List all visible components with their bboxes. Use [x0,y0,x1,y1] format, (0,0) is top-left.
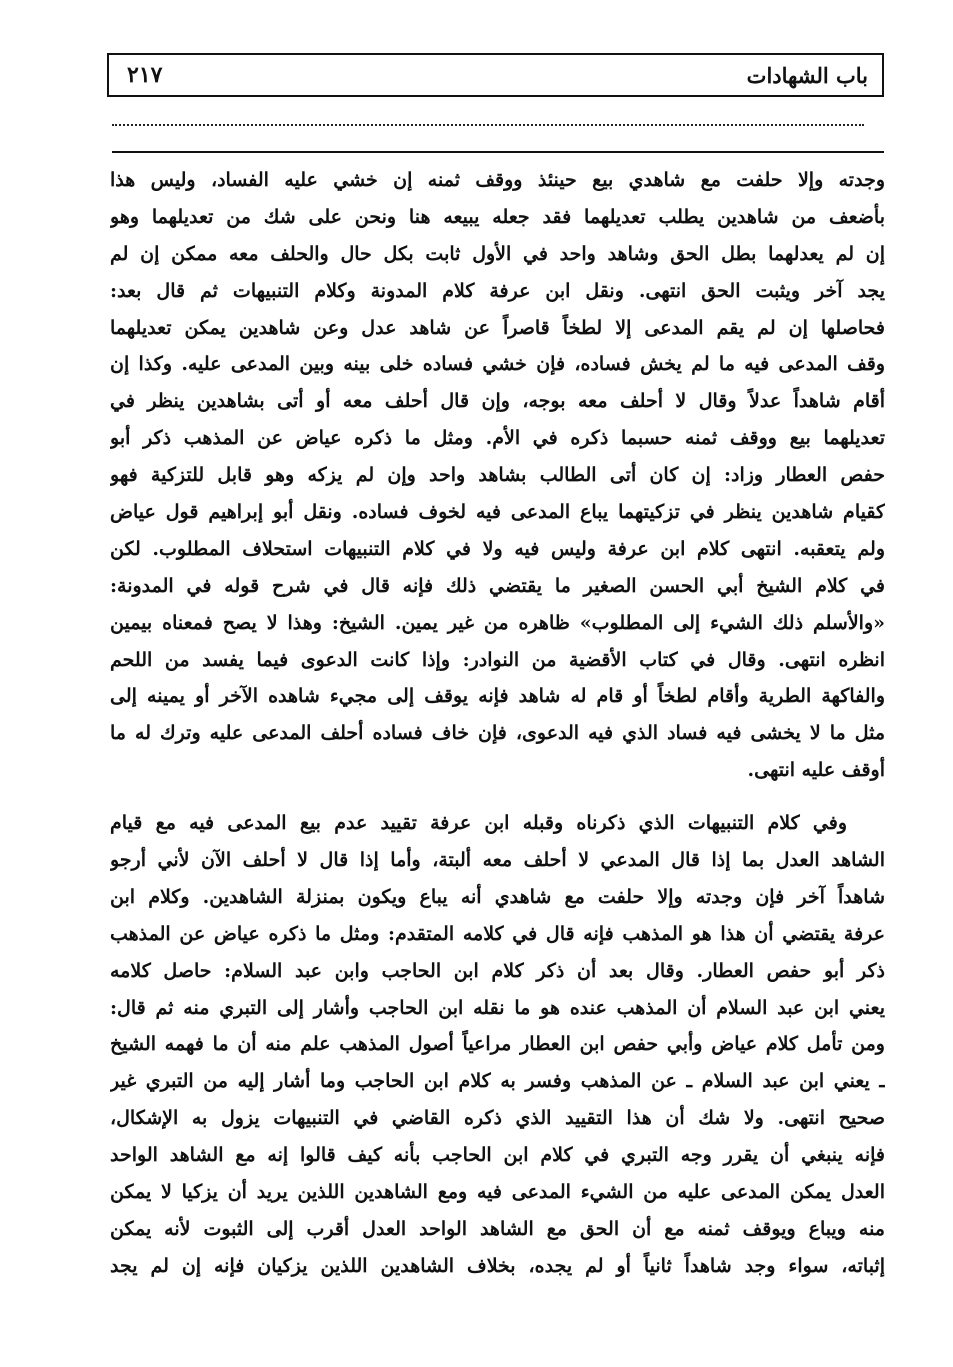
text-line: ولم يتعقبه. انتهى كلام ابن عرفة وليس فيه ولا في كلام التنبيهات استحلاف المطلوب. لكن [110,537,885,560]
chapter-title: باب الشهادات [746,63,868,88]
text-line: يعني ابن عبد السلام أن المذهب عنده هو ما نقله ابن الحاجب وأشار إلى التبري منه ثم قال: [110,996,885,1019]
text-line: ذكر أبو حفص العطار. وقال بعد أن ذكر كلام ابن الحاجب وابن عبد السلام: حاصل كلامه [110,959,885,982]
text-line: إثباته، سواء وجد شاهداً ثانياً أو لم يجده، بخلاف الشاهدين اللذين يزكيان فإنه إن لم يجد [110,1254,885,1277]
page-number: ٢١٧ [127,62,163,88]
text-line: ومن تأمل كلام عياض وأبي حفص ابن العطار مراعياً أصول المذهب علم منه أن ما فهمه الشيخ [110,1033,885,1056]
text-line: إن لم يعدلهما بطل الحق وشاهد واحد في الأول ثابت بكل حال والحلف معه ممكن إن لم [110,242,885,265]
page-body [110,162,885,1285]
text-line: صحيح انتهى. ولا شك أن هذا التقييد الذي ذكره القاضي في التنبيهات يزول به الإشكال، [110,1107,885,1130]
text-line: فحاصلها إن لم يقم المدعى إلا لطخاً قاصراً عن شاهد عدل وعن شاهدين يمكن تعديلهما [110,316,885,339]
text-line: أقام شاهداً عدلاً وقال لا أحلف معه بوجه، وإن قال أحلف معه أو أتى بشاهدين ينظر في [110,390,885,413]
text-line: منه ويباع ويوقف ثمنه مع أن الحق مع الشاهد الواحد العدل أقرب إلى الثبوت لأنه يمكن [110,1217,885,1240]
text-line: وجدته وإلا حلفت مع شاهدي بيع حينئذ ووقف ثمنه إن خشي عليه الفساد، وليس هذا [110,169,885,191]
running-header [107,53,884,97]
paragraph-2 [110,805,885,1285]
text-line: فإنه ينبغي أن يقرر وجه التبري في كلام ابن الحاجب بأنه كيف قالوا إنه مع الشاهد الواحد [110,1144,885,1167]
text-line: تعديلهما بيع ووقف ثمنه حسبما ذكره في الأم. ومثل ما ذكره عياض عن المذهب ذكر أبو [110,427,885,450]
text-line: ـ يعني ابن عبد السلام ـ عن المذهب وفسر به كلام ابن الحاجب وما أشار إليه من التبري غير [110,1070,885,1093]
text-line: يجد آخر ويثبت الحق انتهى. ونقل ابن عرفة كلام المدونة وكلام التنبيهات ثم قال بعد: [110,279,885,302]
text-line: مثل ما لا يخشى فيه فساد الذي فيه الدعوى، فإن خاف فساده أحلف المدعى عليه وترك له ما [110,722,885,745]
text-line: وفي كلام التنبيهات الذي ذكرناه وقبله ابن عرفة تقييد عدم بيع المدعى فيه مع قيام [110,812,847,835]
paragraph-gap [110,789,885,805]
text-line: والفاكهة الطرية وأقام لطخاً أو قام له شاهد فإنه يوقف إلى مجيء شاهده الآخر أو يمينه إلى [110,685,885,708]
text-line: عرفة يقتضي أن هذا هو المذهب فإنه قال في كلامه المتقدم: ومثل ما ذكره عياض عن المذهب [110,922,885,945]
text-line: حفص العطار وزاد: إن كان أتى الطالب بشاهد واحد وإن لم يزكه وهو قابل للتزكية فهو [110,464,885,487]
text-line: في كلام الشيخ أبي الحسن الصغير ما يقتضي ذلك فإنه قال في شرح قوله في المدونة: [110,574,885,597]
text-line: بأضعف من شاهدين يطلب تعديلهما فقد جعله يبيعه هنا ونحن على شك من تعديلهما وهو [110,205,885,228]
text-line: الشاهد العدل بما إذا قال المدعي لا أحلف معه ألبتة، وأما إذا قال لا أحلف الآن لأني أرجو [110,849,885,872]
text-line: وقف المدعى فيه ما لم يخش فساده، فإن خشي فساده خلى بينه وبين المدعى عليه. وكذا إن [110,353,885,376]
text-line: «والأسلم ذلك الشيء إلى المطلوب» ظاهره من غير يمين. الشيخ: وهذا لا يصح فمعناه بيمين [110,611,885,634]
text-line: كقيام شاهدين ينظر في تزكيتهما يباع المدعى فيه لخوف فساده. ونقل أبو إبراهيم قول عياض [110,501,885,524]
dotted-divider [112,124,864,126]
text-line: العدل يمكن المدعى عليه من الشيء المدعى فيه ومع الشاهدين اللذين يريد أن يزكيا لا يمكن [110,1181,885,1204]
text-line: انظره انتهى. وقال في كتاب الأقضية من النوادر: وإذا كانت الدعوى فيما يفسد من اللحم [110,648,885,671]
paragraph-1 [110,162,885,789]
text-line: أوقف عليه انتهى. [747,759,885,782]
solid-divider [112,151,884,153]
text-line: شاهداً آخر فإن وجدته وإلا حلفت مع شاهدي أنه يباع ويكون بمنزلة الشاهدين. وكلام ابن [110,885,885,908]
